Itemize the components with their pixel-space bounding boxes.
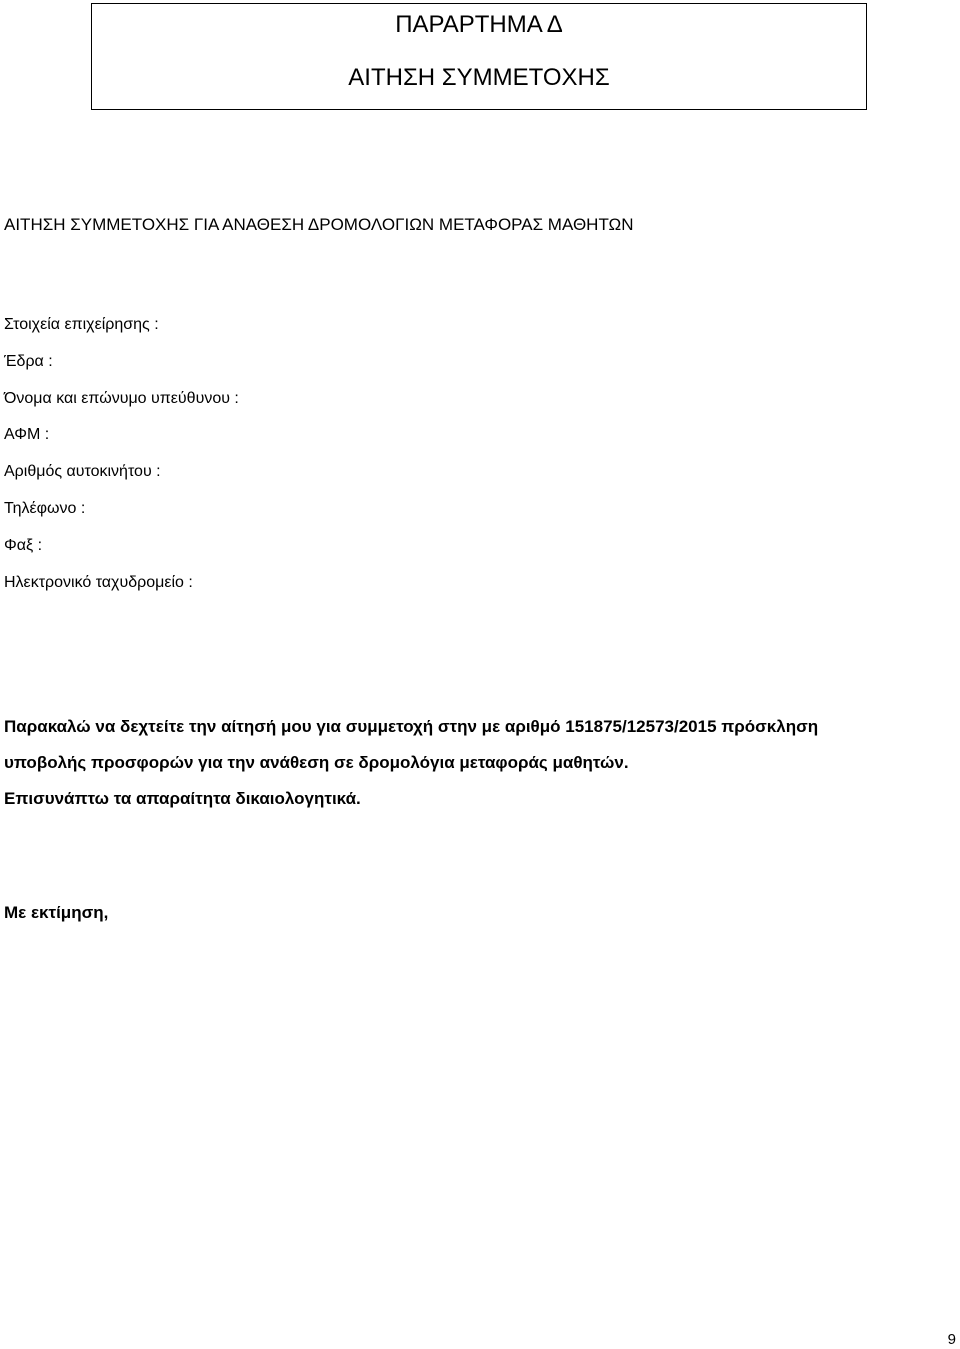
field-responsible-name: Όνομα και επώνυμο υπεύθυνου : bbox=[4, 389, 239, 407]
field-phone: Τηλέφωνο : bbox=[4, 499, 86, 517]
form-title: ΑΙΤΗΣΗ ΣΥΜΜΕΤΟΧΗΣ bbox=[348, 64, 610, 91]
request-line: υποβολής προσφορών για την ανάθεση σε δρομολόγια μεταφοράς μαθητών. bbox=[4, 753, 629, 772]
closing-salutation: Με εκτίμηση, bbox=[4, 903, 109, 922]
request-line: Επισυνάπτω τα απαραίτητα δικαιολογητικά. bbox=[4, 789, 361, 808]
field-business-details: Στοιχεία επιχείρησης : bbox=[4, 316, 159, 333]
request-paragraph bbox=[4, 716, 818, 824]
request-line: Παρακαλώ να δεχτείτε την αίτησή μου για συμμετοχή στην με αριθμό 151875/12573/2015 πρόσκληση bbox=[4, 717, 819, 736]
field-fax: Φαξ : bbox=[4, 536, 43, 554]
field-headquarters: Έδρα : bbox=[4, 352, 53, 370]
field-vehicle-number: Αριθμός αυτοκινήτου : bbox=[4, 463, 161, 481]
field-tax-id: ΑΦΜ : bbox=[4, 426, 50, 444]
page-number: 9 bbox=[947, 1331, 956, 1348]
header-box bbox=[91, 3, 867, 110]
applicant-fields-list bbox=[4, 314, 239, 608]
field-email: Ηλεκτρονικό ταχυδρομείο : bbox=[4, 573, 193, 591]
annex-title: ΠΑΡΑΡΤΗΜΑ Δ bbox=[395, 11, 563, 38]
document-subtitle: ΑΙΤΗΣΗ ΣΥΜΜΕΤΟΧΗΣ ΓΙΑ ΑΝΑΘΕΣΗ ΔΡΟΜΟΛΟΓΙΩΝ ΜΕΤΑΦΟΡΑΣ ΜΑΘΗΤΩΝ bbox=[4, 215, 634, 234]
